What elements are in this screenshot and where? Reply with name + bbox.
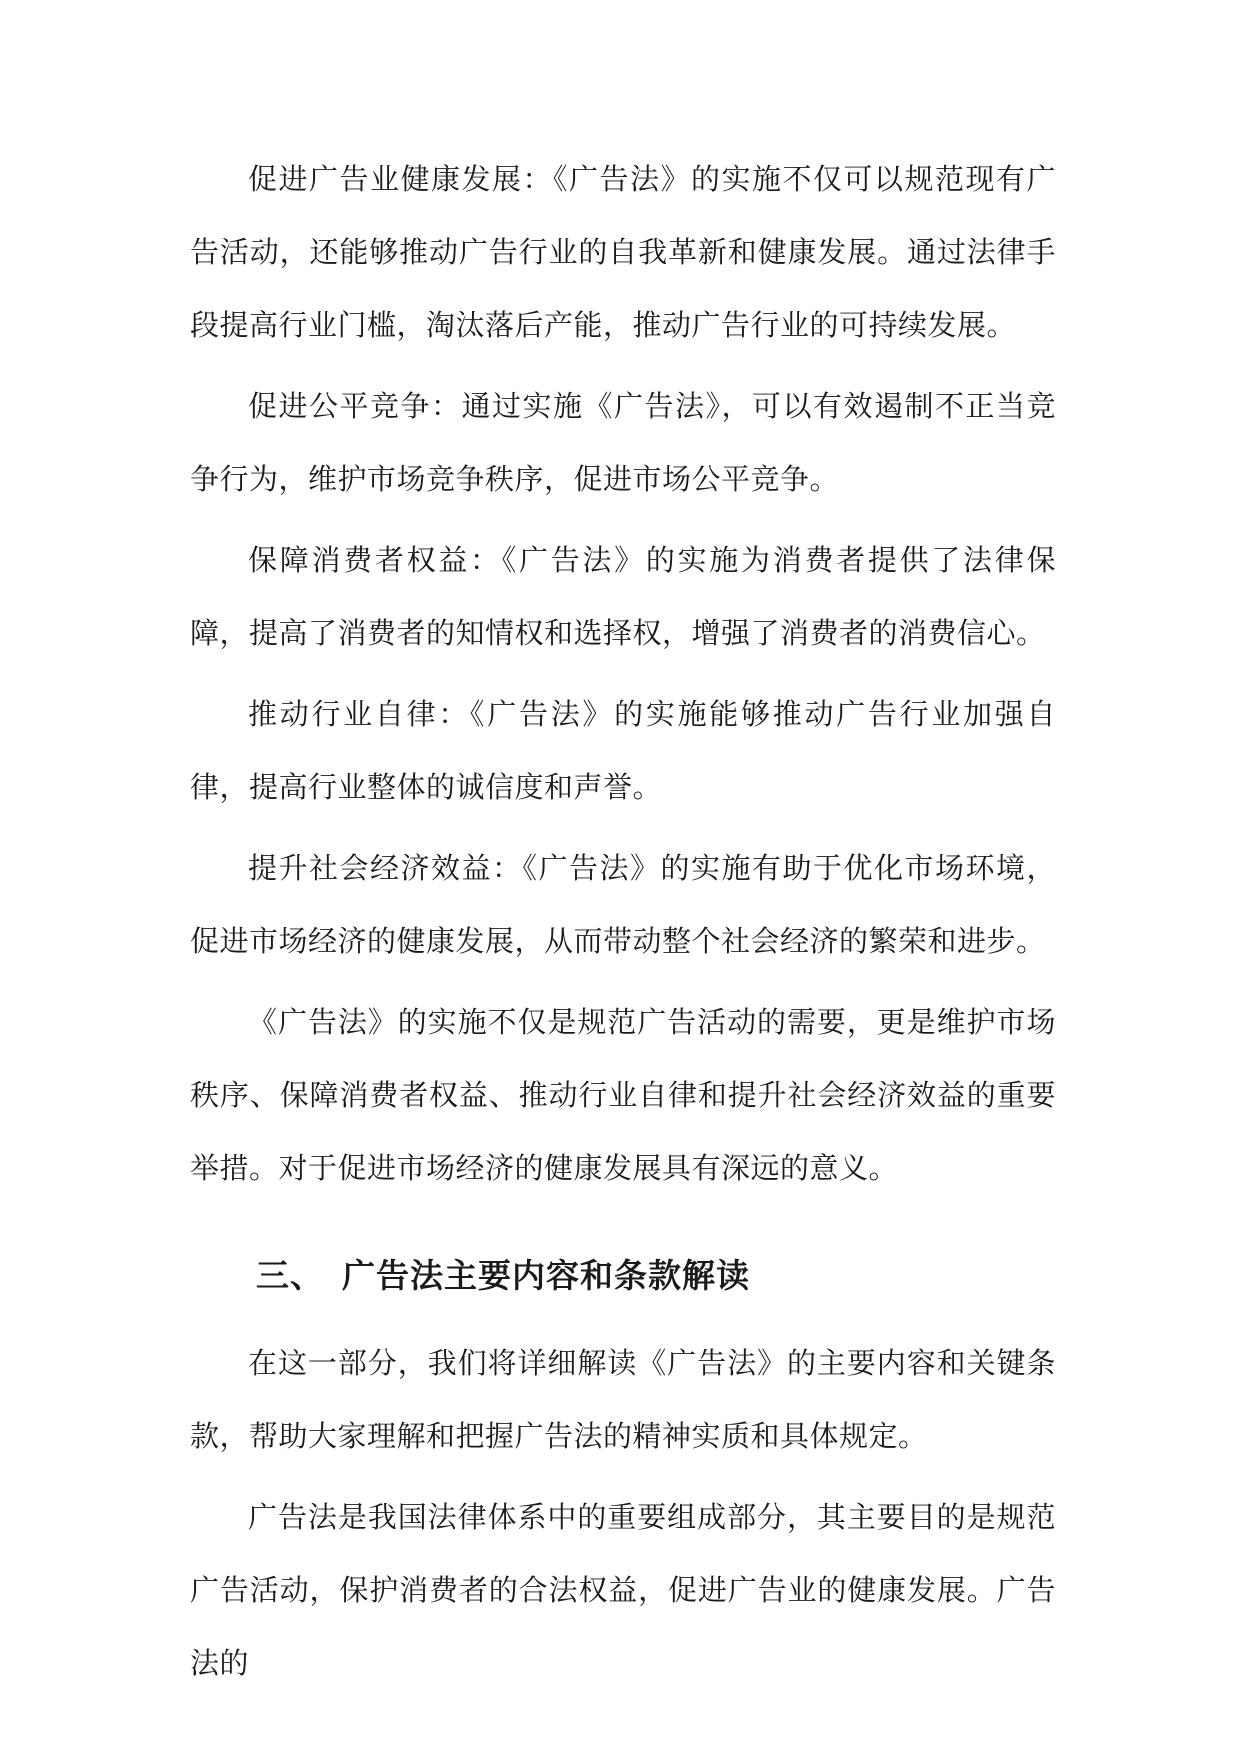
paragraph-industry-self-discipline: 推动行业自律：《广告法》的实施能够推动广告行业加强自律，提高行业整体的诚信度和声誉。: [190, 697, 1056, 804]
paragraph-summary: 《广告法》的实施不仅是规范广告活动的需要，更是维护市场秩序、保障消费者权益、推动行业自律和提升社会经济效益的重要举措。对于促进市场经济的健康发展具有深远的意义。: [190, 1005, 1056, 1185]
document-body: [190, 143, 1056, 1708]
section-heading: [190, 1231, 1056, 1321]
paragraph-consumer-rights: 保障消费者权益：《广告法》的实施为消费者提供了法律保障，提高了消费者的知情权和选择权，增强了消费者的消费信心。: [190, 543, 1056, 650]
paragraph-socioeconomic-benefit: 提升社会经济效益：《广告法》的实施有助于优化市场环境，促进市场经济的健康发展，从而带动整个社会经济的繁荣和进步。: [190, 851, 1056, 958]
paragraph-section-intro: 在这一部分，我们将详细解读《广告法》的主要内容和关键条款，帮助大家理解和把握广告法的精神实质和具体规定。: [190, 1346, 1056, 1453]
paragraph-healthy-development: 促进广告业健康发展：《广告法》的实施不仅可以规范现有广告活动，还能够推动广告行业的自我革新和健康发展。通过法律手段提高行业门槛，淘汰落后产能，推动广告行业的可持续发展。: [190, 162, 1056, 342]
paragraph-fair-competition: 促进公平竞争：通过实施《广告法》，可以有效遏制不正当竞争行为，维护市场竞争秩序，促进市场公平竞争。: [190, 389, 1056, 496]
section-title: 广告法主要内容和条款解读: [342, 1256, 750, 1295]
section-number: 三、: [256, 1256, 324, 1295]
paragraph-law-overview: 广告法是我国法律体系中的重要组成部分，其主要目的是规范广告活动，保护消费者的合法权益，促进广告业的健康发展。广告法的: [190, 1500, 1056, 1680]
